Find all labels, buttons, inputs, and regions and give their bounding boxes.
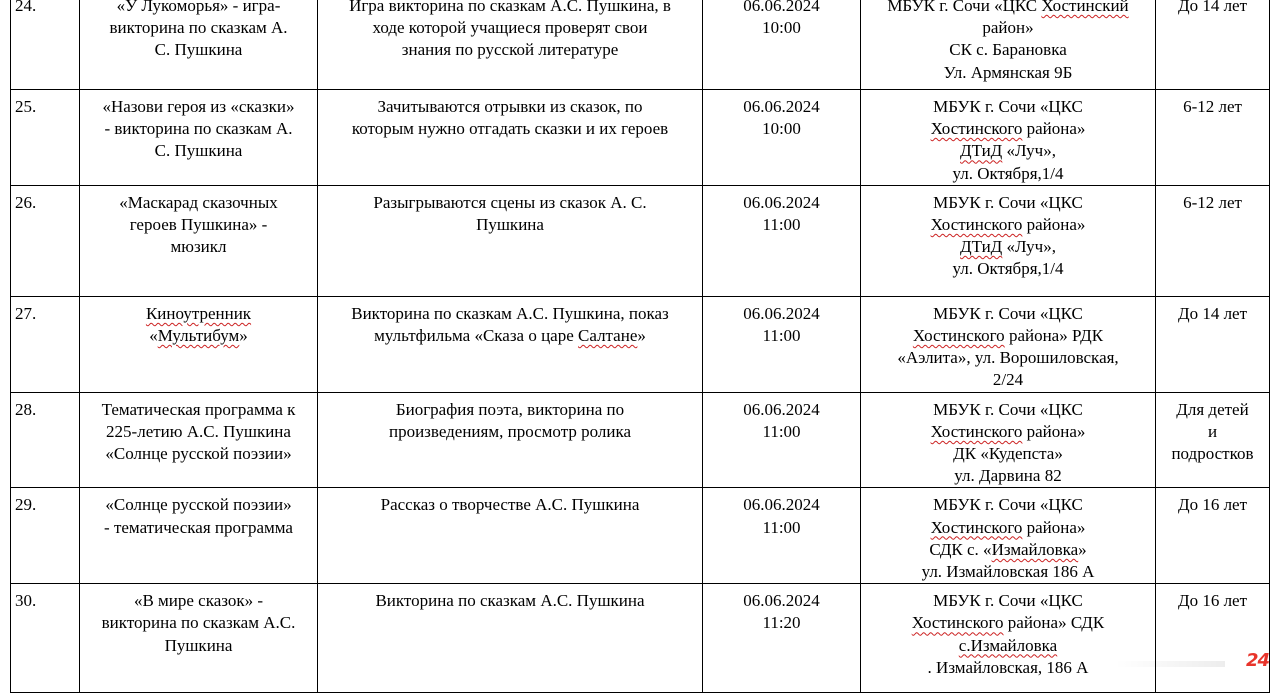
event-time: 11:20 xyxy=(762,613,801,633)
event-datetime-cell xyxy=(703,185,861,296)
event-age-cell xyxy=(1156,0,1270,90)
row-number: 28. xyxy=(15,399,37,419)
row-number: 29. xyxy=(15,495,37,515)
cell-line: «Аэлита», ул. Ворошиловская, xyxy=(897,348,1119,368)
cell-line: ул. Дарвина 82 xyxy=(954,466,1062,486)
table-row xyxy=(11,90,1270,186)
event-datetime-cell xyxy=(703,90,861,186)
cell-line: Хостинского района» СДК xyxy=(911,613,1105,633)
cell-line: Разыгрываются сцены из сказок А. С. xyxy=(373,192,647,212)
cell-line: МБУК г. Сочи «ЦКС xyxy=(933,399,1083,419)
cell-line: «Назови героя из «сказки» xyxy=(102,97,295,116)
cell-line: - тематическая программа xyxy=(104,517,293,537)
cell-line: Игра викторина по сказкам А.С. Пушкина, в xyxy=(349,0,671,15)
cell-line: район» xyxy=(982,18,1034,38)
event-date: 06.06.2024 xyxy=(743,192,820,212)
row-number-cell xyxy=(11,90,80,186)
table-row xyxy=(11,392,1270,488)
event-title-cell xyxy=(80,90,318,186)
cell-line: МБУК г. Сочи «ЦКС xyxy=(933,591,1083,611)
cell-line: СДК с. «Измайловка» xyxy=(929,539,1087,559)
event-time: 11:00 xyxy=(762,421,801,441)
cell-line: ул. Октября,1/4 xyxy=(952,163,1064,183)
cell-line: «Маскарад сказочных xyxy=(119,192,278,212)
cell-line: героев Пушкина» - xyxy=(129,215,268,235)
cell-line: МБУК г. Сочи «ЦКС xyxy=(933,97,1083,116)
event-time: 11:00 xyxy=(762,517,801,537)
row-number: 30. xyxy=(15,591,37,611)
cell-line: Викторина по сказкам А.С. Пушкина xyxy=(375,591,645,611)
cell-line: До 14 лет xyxy=(1177,0,1248,15)
event-age-cell xyxy=(1156,392,1270,488)
table-row xyxy=(11,584,1270,693)
cell-line: с.Измайловка xyxy=(958,635,1058,655)
row-number-cell xyxy=(11,296,80,392)
event-description-cell xyxy=(318,0,703,90)
cell-line: ходе которой учащиеся проверят свои xyxy=(372,18,648,38)
cell-line: викторина по сказкам А.С. xyxy=(101,613,296,633)
event-title-cell xyxy=(80,584,318,693)
cell-line: «Солнце русской поэзии» xyxy=(105,495,292,515)
cell-line: ул. Октября,1/4 xyxy=(952,259,1064,279)
cell-line: мультфильма «Сказа о царе Салтане» xyxy=(374,326,646,346)
event-datetime-cell xyxy=(703,584,861,693)
event-date: 06.06.2024 xyxy=(743,97,820,116)
cell-line: Хостинского района» xyxy=(930,517,1086,537)
cell-line: СК с. Барановка xyxy=(949,40,1067,60)
event-title-cell xyxy=(80,488,318,584)
cell-line: Хостинского района» xyxy=(930,421,1086,441)
watermark-logo: 24 xyxy=(1245,650,1269,671)
cell-line: Тематическая программа к xyxy=(101,399,296,419)
event-datetime-cell xyxy=(703,488,861,584)
cell-line: мюзикл xyxy=(170,237,227,257)
event-title-cell xyxy=(80,296,318,392)
cell-line: МБУК г. Сочи «ЦКС xyxy=(933,303,1083,323)
event-title-cell xyxy=(80,185,318,296)
cell-line: С. Пушкина xyxy=(154,141,243,161)
event-description-cell xyxy=(318,90,703,186)
event-datetime-cell xyxy=(703,392,861,488)
event-time: 11:00 xyxy=(762,326,801,346)
event-description-cell xyxy=(318,392,703,488)
table-row xyxy=(11,0,1270,90)
cell-line: МБУК г. Сочи «ЦКС Хостинский xyxy=(887,0,1129,15)
cell-line: ДК «Кудепста» xyxy=(953,444,1063,464)
cell-line: Хостинского района» xyxy=(930,215,1086,235)
cell-line: Ул. Армянская 9Б xyxy=(943,62,1073,82)
cell-line: Для детей xyxy=(1176,399,1249,419)
event-description-cell xyxy=(318,296,703,392)
event-venue-cell xyxy=(861,296,1156,392)
cell-line: - викторина по сказкам А. xyxy=(104,119,293,139)
cell-line: произведениям, просмотр ролика xyxy=(388,421,632,441)
cell-line: подростков xyxy=(1171,444,1254,464)
event-age-cell xyxy=(1156,185,1270,296)
row-number-cell xyxy=(11,392,80,488)
cell-line: «У Лукоморья» - игра- xyxy=(116,0,281,15)
cell-line: До 16 лет xyxy=(1177,591,1248,611)
event-description-cell xyxy=(318,488,703,584)
cell-line: ДТиД «Луч», xyxy=(960,237,1056,257)
cell-line: 2/24 xyxy=(992,370,1024,390)
cell-line: викторина по сказкам А. xyxy=(109,18,288,38)
watermark-shadow xyxy=(1115,661,1225,667)
cell-line: которым нужно отгадать сказки и их героев xyxy=(351,119,669,139)
event-age-cell xyxy=(1156,584,1270,693)
row-number: 26. xyxy=(15,192,37,212)
cell-line: МБУК г. Сочи «ЦКС xyxy=(933,495,1083,515)
cell-line: Пушкина xyxy=(164,635,233,655)
cell-line: ДТиД «Луч», xyxy=(960,141,1056,161)
cell-line: Киноутренник xyxy=(145,303,252,323)
cell-line: Викторина по сказкам А.С. Пушкина, показ xyxy=(351,303,669,323)
cell-line: . Измайловская, 186 А xyxy=(927,657,1089,677)
event-date: 06.06.2024 xyxy=(743,0,820,15)
event-age-cell xyxy=(1156,296,1270,392)
event-description-cell xyxy=(318,185,703,296)
cell-line: ул. Измайловская 186 А xyxy=(921,562,1095,582)
event-title-cell xyxy=(80,0,318,90)
table-row xyxy=(11,185,1270,296)
cell-line: С. Пушкина xyxy=(154,40,243,60)
cell-line: 225-летию А.С. Пушкина xyxy=(106,421,291,441)
cell-line: Рассказ о творчестве А.С. Пушкина xyxy=(380,495,640,515)
event-time: 10:00 xyxy=(762,119,801,139)
row-number-cell xyxy=(11,185,80,296)
cell-line: 6-12 лет xyxy=(1183,97,1242,116)
event-venue-cell xyxy=(861,584,1156,693)
row-number-cell xyxy=(11,584,80,693)
event-venue-cell xyxy=(861,90,1156,186)
events-table-body xyxy=(11,0,1270,693)
cell-line: «В мире сказок» - xyxy=(133,591,264,611)
row-number-cell xyxy=(11,488,80,584)
cell-line: Биография поэта, викторина по xyxy=(395,399,625,419)
event-venue-cell xyxy=(861,0,1156,90)
event-age-cell xyxy=(1156,90,1270,186)
cell-line: и xyxy=(1207,421,1218,441)
event-description-cell xyxy=(318,584,703,693)
event-time: 11:00 xyxy=(762,215,801,235)
event-date: 06.06.2024 xyxy=(743,303,820,323)
event-venue-cell xyxy=(861,185,1156,296)
cell-line: Зачитываются отрывки из сказок, по xyxy=(377,97,643,116)
events-table xyxy=(10,0,1270,693)
cell-line: «Мультибум» xyxy=(149,326,248,346)
row-number: 27. xyxy=(15,303,37,323)
cell-line: Хостинского района» РДК xyxy=(912,326,1104,346)
event-title-cell xyxy=(80,392,318,488)
row-number: 25. xyxy=(15,97,37,116)
table-row xyxy=(11,488,1270,584)
cell-line: «Солнце русской поэзии» xyxy=(105,444,292,464)
event-date: 06.06.2024 xyxy=(743,399,820,419)
row-number: 24. xyxy=(15,0,37,15)
cell-line: знания по русской литературе xyxy=(401,40,619,60)
event-age-cell xyxy=(1156,488,1270,584)
cell-line: Пушкина xyxy=(476,215,544,235)
event-time: 10:00 xyxy=(762,18,801,38)
event-venue-cell xyxy=(861,392,1156,488)
cell-line: МБУК г. Сочи «ЦКС xyxy=(933,192,1083,212)
event-venue-cell xyxy=(861,488,1156,584)
table-row xyxy=(11,296,1270,392)
cell-line: 6-12 лет xyxy=(1183,192,1242,212)
event-date: 06.06.2024 xyxy=(743,495,820,515)
event-date: 06.06.2024 xyxy=(743,591,820,611)
cell-line: Хостинского района» xyxy=(930,119,1086,139)
cell-line: До 16 лет xyxy=(1177,495,1248,515)
row-number-cell xyxy=(11,0,80,90)
event-datetime-cell xyxy=(703,0,861,90)
event-datetime-cell xyxy=(703,296,861,392)
cell-line: До 14 лет xyxy=(1177,303,1248,323)
